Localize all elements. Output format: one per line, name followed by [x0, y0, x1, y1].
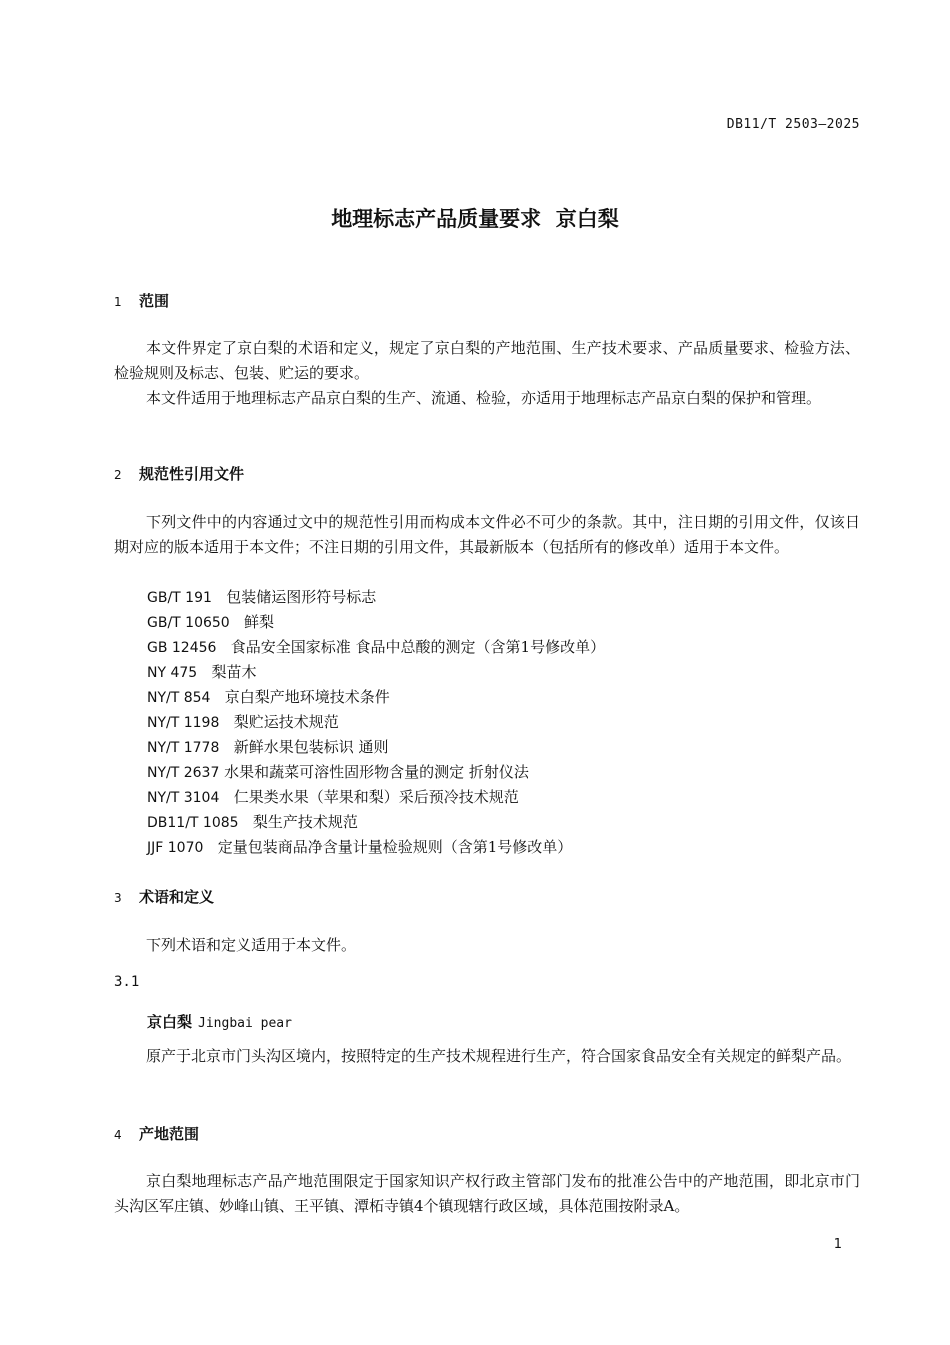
- page-number: 1: [833, 1237, 842, 1252]
- clause-number: 3.1: [114, 974, 140, 990]
- reference-title: 京白梨产地环境技术条件: [224, 688, 390, 706]
- reference-title: 梨苗木: [211, 663, 257, 681]
- section-heading-normative-refs: [114, 463, 244, 484]
- normative-refs-intro: 下列文件中的内容通过文中的规范性引用而构成本文件必不可少的条款。其中，注日期的引用文件，仅该日期对应的版本适用于本文件；不注日期的引用文件，其最新版本（包括所有的修改单）适用于本文件。: [114, 513, 860, 556]
- section-title: 规范性引用文件: [139, 465, 245, 483]
- reference-list: [147, 585, 605, 860]
- section-title: 术语和定义: [139, 888, 215, 906]
- reference-code: GB 12456: [147, 640, 217, 656]
- section-heading-scope: [114, 290, 169, 311]
- term-entry: [147, 1011, 292, 1032]
- origin-paragraph: 京白梨地理标志产品产地范围限定于国家知识产权行政主管部门发布的批准公告中的产地范围，即北京市门头沟区军庄镇、妙峰山镇、王平镇、潭柘寺镇4个镇现辖行政区域，具体范围按附录A。: [114, 1172, 860, 1215]
- term-english: Jingbai pear: [198, 1016, 292, 1031]
- reference-item: [147, 735, 605, 760]
- term-definition: 原产于北京市门头沟区境内，按照特定的生产技术规程进行生产，符合国家食品安全有关规定的鲜梨产品。: [146, 1047, 852, 1065]
- section-number: 3: [114, 891, 122, 905]
- reference-item: [147, 810, 605, 835]
- reference-code: NY 475: [147, 665, 198, 681]
- reference-item: [147, 685, 605, 710]
- reference-item: [147, 660, 605, 685]
- reference-item: [147, 835, 605, 860]
- reference-title: 食品安全国家标准 食品中总酸的测定（含第1号修改单）: [230, 638, 606, 656]
- reference-code: NY/T 1778: [147, 740, 220, 756]
- reference-title: 新鲜水果包装标识 通则: [233, 738, 389, 756]
- section-number: 4: [114, 1128, 122, 1142]
- reference-item: [147, 585, 605, 610]
- reference-title: 鲜梨: [244, 613, 275, 631]
- section-number: 2: [114, 468, 122, 482]
- reference-code: JJF 1070: [147, 840, 204, 856]
- reference-title: 仁果类水果（苹果和梨）采后预冷技术规范: [233, 788, 519, 806]
- term-chinese: 京白梨: [147, 1013, 193, 1031]
- section-title: 产地范围: [139, 1125, 200, 1143]
- reference-item: [147, 635, 605, 660]
- reference-code: NY/T 854: [147, 690, 211, 706]
- terms-intro: 下列术语和定义适用于本文件。: [146, 936, 357, 954]
- scope-paragraph-1: 本文件界定了京白梨的术语和定义，规定了京白梨的产地范围、生产技术要求、产品质量要求、检验方法、检验规则及标志、包装、贮运的要求。: [114, 339, 860, 382]
- reference-title: 梨生产技术规范: [252, 813, 358, 831]
- reference-code: DB11/T 1085: [147, 815, 239, 831]
- reference-code: GB/T 191: [147, 590, 212, 606]
- reference-code: NY/T 3104: [147, 790, 220, 806]
- reference-title: 定量包装商品净含量计量检验规则（含第1号修改单）: [217, 838, 573, 856]
- reference-item: [147, 710, 605, 735]
- section-heading-terms: [114, 886, 214, 907]
- section-number: 1: [114, 295, 122, 309]
- reference-title: 梨贮运技术规范: [233, 713, 339, 731]
- scope-paragraph-2: 本文件适用于地理标志产品京白梨的生产、流通、检验，亦适用于地理标志产品京白梨的保护和管理。: [146, 389, 822, 407]
- document-title: 地理标志产品质量要求 京白梨: [331, 207, 619, 231]
- reference-item: [147, 610, 605, 635]
- reference-item: [147, 760, 605, 785]
- reference-code: NY/T 2637: [147, 765, 220, 781]
- reference-code: NY/T 1198: [147, 715, 220, 731]
- reference-item: [147, 785, 605, 810]
- reference-title: 水果和蔬菜可溶性固形物含量的测定 折射仪法: [224, 763, 529, 781]
- reference-code: GB/T 10650: [147, 615, 230, 631]
- section-title: 范围: [139, 292, 170, 310]
- section-heading-origin: [114, 1123, 199, 1144]
- standard-code: DB11/T 2503—2025: [726, 117, 860, 132]
- reference-title: 包装储运图形符号标志: [226, 588, 377, 606]
